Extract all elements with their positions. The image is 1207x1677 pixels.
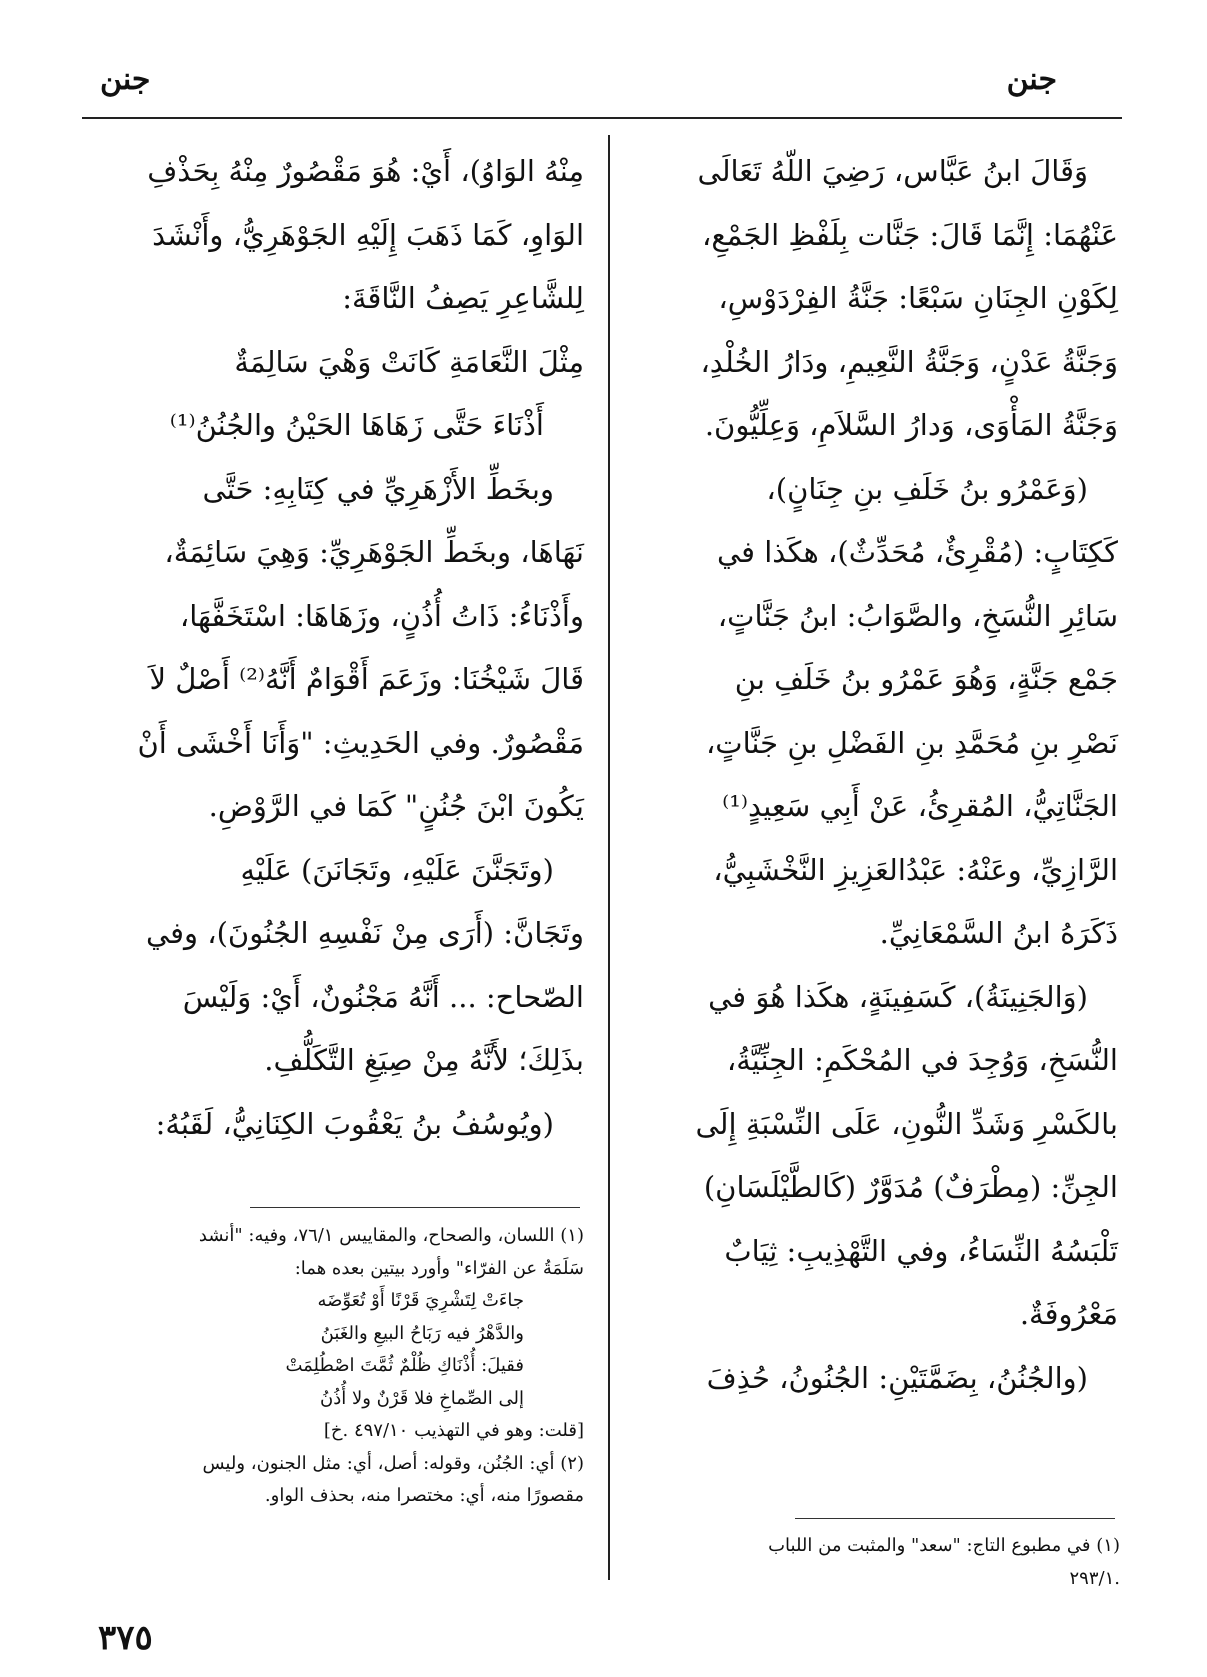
text-line: كَكِتَابٍ: (مُقْرِئٌ، مُحَدِّثٌ)، هكَذا في <box>716 535 1118 569</box>
text-line: يَكُونَ ابْنَ جُنُنٍ" كَمَا في الرَّوْضِ. <box>208 789 584 823</box>
footnote-line: مقصورًا منه، أي: مختصرا منه، بحذف الواو. <box>264 1485 584 1506</box>
text-line: نَصْرِ بنِ مُحَمَّدِ بنِ الفَضْلِ بنِ جَنَّاتٍ، <box>705 725 1118 760</box>
text-line: نَهَاهَا، وبخَطِّ الجَوْهَرِيِّ: وَهِيَ سَائِمَةٌ، <box>164 535 584 569</box>
text-line: بذَلِكَ؛ لأَنَّهُ مِنْ صِيَغِ التَّكَلُّفِ. <box>264 1043 584 1077</box>
column-divider <box>608 135 610 1580</box>
text-line: مَقْصُورٌ. وفي الحَدِيثِ: "وَأَنَا أَخْشَى أَنْ <box>137 725 584 760</box>
footnote-rule <box>250 1207 580 1208</box>
text-line: وَجَنَّةُ عَدْنٍ، وَجَنَّةُ النَّعِيمِ، ودَارُ الخُلْدِ، <box>700 344 1118 379</box>
verse-line: أَذْنَاءَ حَتَّى زَهَاهَا الحَيْنُ والجُنُنُ⁽¹⁾ <box>169 408 544 442</box>
footnote-line: (١) اللسان، والصحاح، والمقاييس ٧٦/١، وفيه: "أنشد <box>198 1225 584 1246</box>
text-line: وَجَنَّةُ المَأْوَى، وَدارُ السَّلاَمِ، وَعِلِّيُّونَ. <box>704 408 1118 442</box>
text-line: تَلْبَسُهُ النِّسَاءُ، وفي التَّهْذِيبِ: ثِيَابٌ <box>724 1233 1118 1268</box>
text-line: النُّسَخِ، وَوُجِدَ في المُحْكَمِ: الجِنِّيَّةُ، <box>726 1043 1118 1077</box>
text-line: لِلشَّاعِرِ يَصِفُ النَّاقَةَ: <box>342 281 584 315</box>
left-column <box>84 140 584 1156</box>
text-line: لِكَوْنِ الجِنَانِ سَبْعًا: جَنَّةُ الفِرْدَوْسِ، <box>718 281 1118 315</box>
text-line: وَقَالَ ابنُ عَبَّاس، رَضِيَ اللّهُ تَعَالَى <box>697 154 1088 188</box>
footnote-line: (١) في مطبوع التاج: "سعد" والمثبت من اللباب <box>768 1535 1120 1556</box>
footnote-rule <box>795 1518 1115 1519</box>
footnote-line: سَلَمَةُ عن الفرّاء" وأورد بيتين بعده هما: <box>294 1257 584 1279</box>
text-line: بالكَسْرِ وَشَدِّ النُّونِ، عَلَى النِّسْبَةِ إِلَى <box>695 1106 1118 1141</box>
text-line: الصّحاح: ... أَنَّهُ مَجْنُونٌ، أَيْ: وَلَيْسَ <box>182 979 584 1014</box>
footnote-line: (٢) أي: الجُنُن، وقوله: أصل، أي: مثل الجنون، وليس <box>202 1452 584 1474</box>
footnote-verse: إلى الصِّماخِ فلا قَرْنٌ ولا أُذُنُ <box>320 1387 524 1409</box>
footnote-verse: جاءَتْ لِتَشْرِيَ قَرْنًا أَوْ تُعَوِّضَه <box>317 1290 524 1311</box>
text-line: وبخَطِّ الأَزْهَرِيِّ في كِتَابِهِ: حَتَّى <box>202 471 554 506</box>
text-line: الوَاوِ، كَمَا ذَهَبَ إِلَيْهِ الجَوْهَرِيُّ، وأَنْشَدَ <box>152 217 584 252</box>
footnote-line: .٢٩٣/١ <box>1069 1567 1120 1589</box>
footnotes-right <box>640 1530 1120 1595</box>
verse-line: مِثْلَ النَّعَامَةِ كَانَتْ وَهْيَ سَالِمَةٌ <box>234 344 584 379</box>
text-line: مَعْرُوفَةٌ. <box>1019 1297 1118 1331</box>
text-line: ذَكَرَهُ ابنُ السَّمْعَانِيِّ. <box>879 916 1118 950</box>
footnote-line: [قلت: وهو في التهذيب ٤٩٧/١٠ .خ] <box>323 1420 584 1441</box>
text-line: عَنْهُمَا: إِنَّمَا قَالَ: جَنَّات بِلَفْظِ الجَمْعِ، <box>701 217 1118 252</box>
running-header-left: جنن <box>100 62 151 97</box>
text-line: (والجُنُنُ، بِضَمَّتَيْنِ: الجُنُونُ، حُذِفَ <box>706 1360 1088 1395</box>
text-line: الجِنِّ: (مِطْرَفٌ) مُدَوَّرٌ (كَالطَّيْلَسَانِ) <box>703 1170 1118 1204</box>
text-line: مِنْهُ الوَاوُ)، أَيْ: هُوَ مَقْصُورٌ مِنْهُ بِحَذْفِ <box>147 154 584 188</box>
running-header-right: جنن <box>1006 62 1057 97</box>
text-line: وأَذْنَاءُ: ذَاتُ أُذُنٍ، وزَهَاهَا: اسْتَخَفَّهَا، <box>179 598 584 633</box>
page-number: ٣٧٥ <box>98 1618 153 1658</box>
text-line: وتَجَانَّ: (أَرَى مِنْ نَفْسِهِ الجُنُونَ)، وفي <box>146 916 584 950</box>
text-line: (ويُوسُفُ بنُ يَعْقُوبَ الكِنَانِيُّ، لَقَبُهُ: <box>155 1106 554 1141</box>
text-line: قَالَ شَيْخُنَا: وزَعَمَ أَقْوَامٌ أَنَّهُ⁽²⁾ أَصْلٌ لاَ <box>149 662 584 696</box>
text-line: الجَنَّاتِيُّ، المُقرِئُ، عَنْ أَبِي سَعِيدٍ⁽¹⁾ <box>722 789 1118 823</box>
footnote-verse: فقيلَ: أُذْنَاكِ ظُلْمٌ ثُمَّتَ اصْطُلِمَتْ <box>285 1355 524 1376</box>
text-line: (وَعَمْرُو بنُ خَلَفِ بنِ جِنَانٍ)، <box>766 471 1088 506</box>
text-line: سَائِرِ النُّسَخِ، والصَّوَابُ: ابنُ جَنَّاتٍ، <box>717 598 1118 633</box>
right-column <box>628 140 1118 1410</box>
text-line: (وتَجَنَّنَ عَلَيْهِ، وتَجَانَنَ) عَلَيْهِ <box>240 852 554 887</box>
header-rule <box>82 117 1122 119</box>
text-line: (وَالجَنِينَةُ)، كَسَفِينَةٍ، هكَذا هُوَ في <box>708 979 1088 1014</box>
footnote-verse: والدَّهْرُ فيه رَبَاحُ البيعِ والغَبَنُ <box>320 1322 524 1344</box>
footnotes-left <box>84 1220 584 1513</box>
text-line: الرَّازِيِّ، وعَنْهُ: عَبْدُالعَزِيزِ النَّخْشَبِيُّ، <box>713 852 1118 887</box>
text-line: جَمْع جَنَّةٍ، وَهُوَ عَمْرُو بنُ خَلَفِ بنِ <box>734 662 1118 696</box>
